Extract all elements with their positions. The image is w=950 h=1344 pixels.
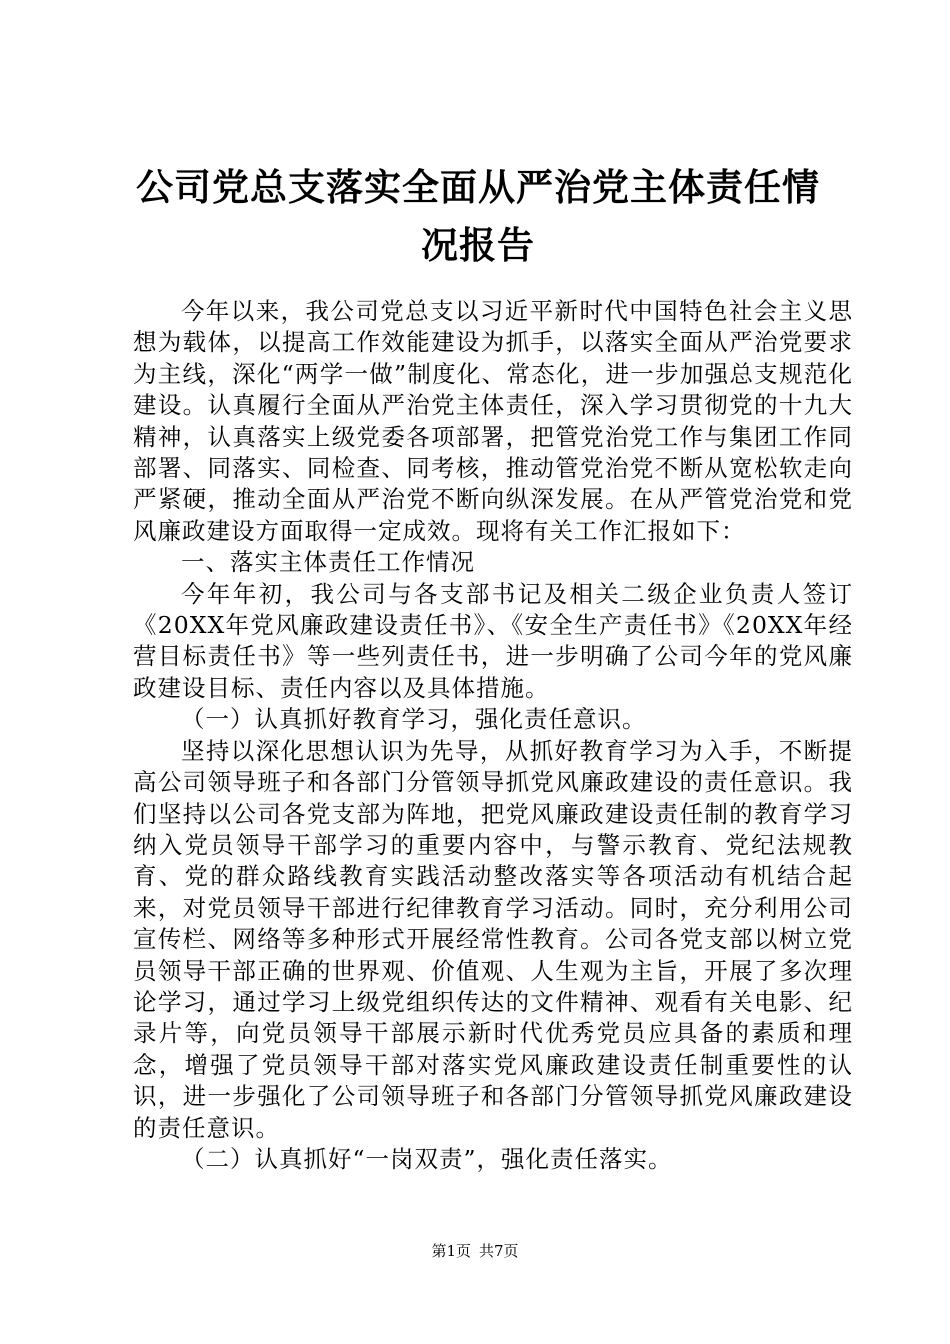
section-heading-1: 一、落实主体责任工作情况 — [181, 548, 475, 577]
page-total: 共7页 — [479, 1242, 519, 1260]
subsection-heading-1: （一）认真抓好教育学习，强化责任意识。 — [181, 705, 647, 734]
section-1-paragraph: 今年年初，我公司与各支部书记及相关二级企业负责人签订《20XX年党风廉政建设责任书》、《安全生产责任书》《20XX年经营目标责任书》等一些列责任书，进一步明确了公司今年的党风廉政建设目标、责任内容以及具体措施。 — [133, 579, 853, 702]
subsection-1-paragraph: 坚持以深化思想认识为先导，从抓好教育学习为入手，不断提高公司领导班子和各部门分管领导抓党风廉政建设的责任意识。我们坚持以公司各党支部为阵地，把党风廉政建设责任制的教育学习纳入党员领导干部学习的重要内容中，与警示教育、党纪法规教育、党的群众路线教育实践活动整改落实等各项活动有机结合起来，对党员领导干部进行纪律教育学习活动。同时，充分利用公司宣传栏、网络等多种形式开展经常性教育。公司各党支部以树立党员领导干部正确的世界观、价值观、人生观为主旨，开展了多次理论学习，通过学习上级党组织传达的文件精神、观看有关电影、纪录片等，向党员领导干部展示新时代优秀党员应具备的素质和理念，增强了党员领导干部对落实党风廉政建设责任制重要性的认识，进一步强化了公司领导班子和各部门分管领导抓党风廉政建设的责任意识。 — [133, 736, 853, 1142]
document-title: 公司党总支落实全面从严治党主体责任情况报告 — [136, 165, 820, 267]
subsection-heading-2: （二）认真抓好“一岗双责”，强化责任落实。 — [181, 1144, 673, 1173]
document-body — [133, 296, 853, 1175]
page-number: 第1页 — [431, 1242, 471, 1260]
intro-paragraph: 今年以来，我公司党总支以习近平新时代中国特色社会主义思想为载体，以提高工作效能建设为抓手，以落实全面从严治党要求为主线，深化“两学一做”制度化、常态化，进一步加强总支规范化建设。认真履行全面从严治党主体责任，深入学习贯彻党的十九大精神，认真落实上级党委各项部署，把管党治党工作与集团工作同部署、同落实、同检查、同考核，推动管党治党不断从宽松软走向严紧硬，推动全面从严治党不断向纵深发展。在从严管党治党和党风廉政建设方面取得一定成效。现将有关工作汇报如下： — [133, 297, 853, 545]
page-footer — [0, 1241, 950, 1261]
